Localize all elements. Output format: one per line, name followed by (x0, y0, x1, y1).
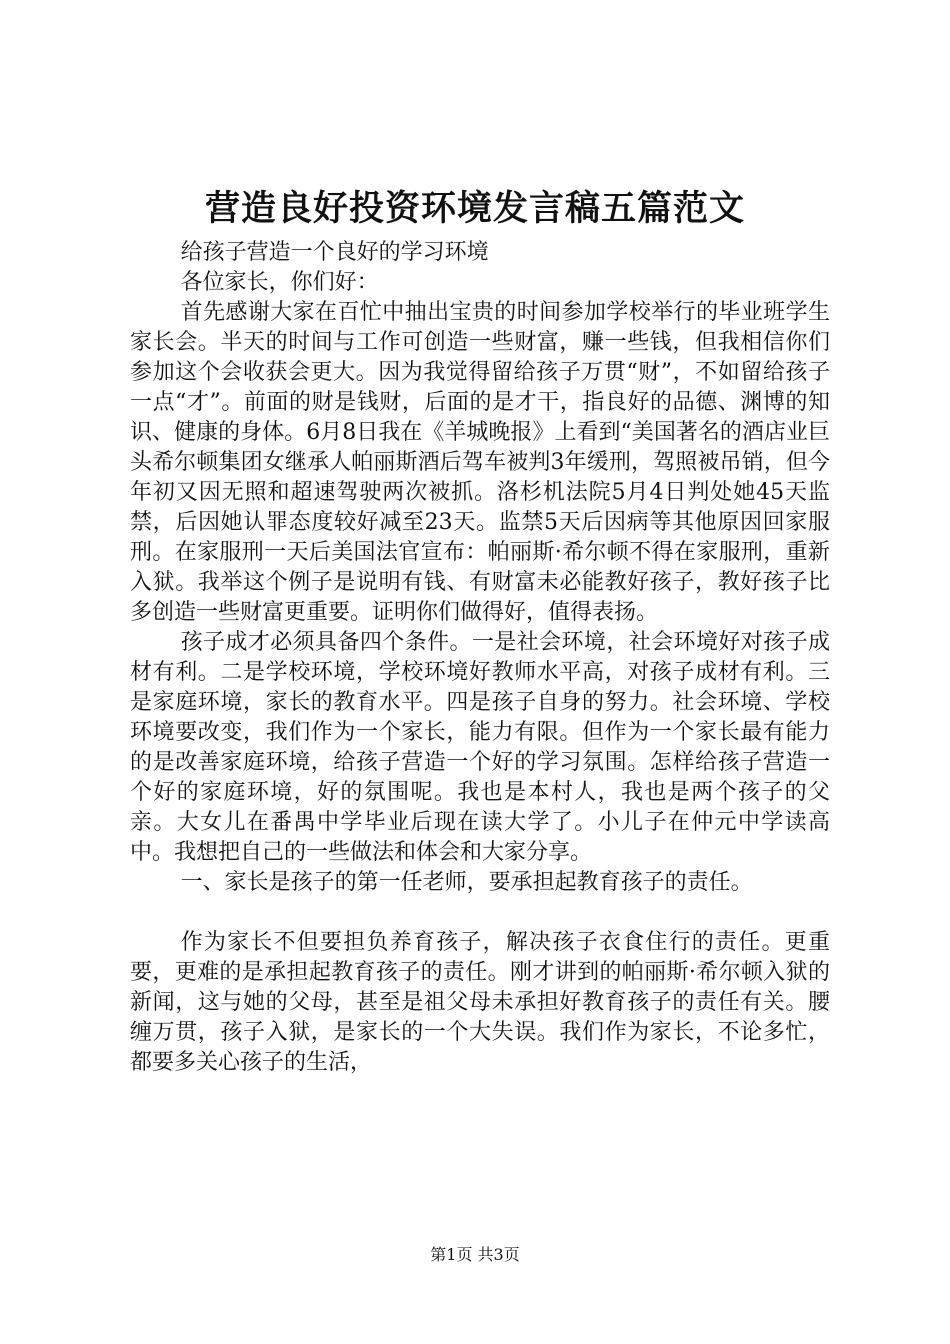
section-heading-1: 一、家长是孩子的第一任老师，要承担起教育孩子的责任。 (180, 870, 753, 895)
paragraph-greeting: 各位家长，你们好： (180, 270, 379, 295)
page-footer: 第1页 共3页 (430, 1245, 520, 1264)
document-title: 营造良好投资环境发言稿五篇范文 (204, 188, 745, 229)
paragraph-intro: 首先感谢大家在百忙中抽出宝贵的时间参加学校举行的毕业班学生家长会。半天的时间与工作可创造一些财富，赚一些钱，但我相信你们参加这个会收获会更大。因为我觉得留给孩子万贯“财”，不如留给孩子一点“才”。前面的财是钱财，后面的是才干，指良好的品德、渊博的知识、健康的身体。6月8日我在《羊城晚报》上看到“美国著名的酒店业巨头希尔顿集团女继承人帕丽斯酒后驾车被判3年缓刑，驾照被吊销，但今年初又因无照和超速驾驶两次被抓。洛杉机法院5月4日判处她45天监禁，后因她认罪态度较好减至23天。监禁5天后因病等其他原因回家服刑。在家服刑一天后美国法官宣布：帕丽斯·希尔顿不得在家服刑，重新入狱。我举这个例子是说明有钱、有财富未必能教好孩子，教好孩子比多创造一些财富更重要。证明你们做得好，值得表扬。 (130, 300, 830, 625)
document-body (130, 238, 830, 1078)
paragraph-subtitle: 给孩子营造一个良好的学习环境 (180, 240, 489, 265)
paragraph-conditions: 孩子成才必须具备四个条件。一是社会环境，社会环境好对孩子成材有利。二是学校环境，学校环境好教师水平高，对孩子成材有利。三是家庭环境，家长的教育水平。四是孩子自身的努力。社会环境、学校环境要改变，我们作为一个家长，能力有限。但作为一个家长最有能力的是改善家庭环境，给孩子营造一个好的学习氛围。怎样给孩子营造一个好的家庭环境，好的氛围呢。我也是本村人，我也是两个孩子的父亲。大女儿在番禺中学毕业后现在读大学了。小儿子在仲元中学读高中。我想把自己的一些做法和体会和大家分享。 (130, 630, 830, 865)
paragraph-responsibility: 作为家长不但要担负养育孩子，解决孩子衣食住行的责任。更重要，更难的是承担起教育孩子的责任。刚才讲到的帕丽斯·希尔顿入狱的新闻，这与她的父母，甚至是祖父母未承担好教育孩子的责任有关。腰缠万贯，孩子入狱，是家长的一个大失误。我们作为家长，不论多忙，都要多关心孩子的生活， (130, 930, 830, 1075)
